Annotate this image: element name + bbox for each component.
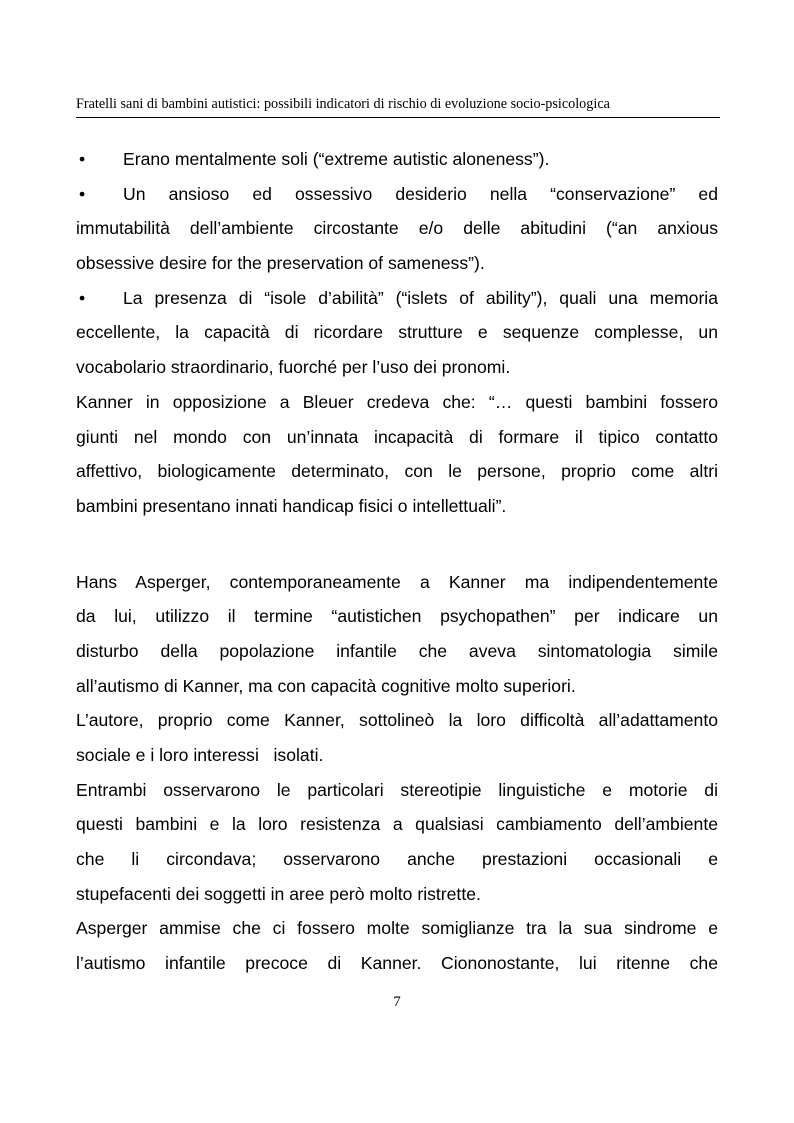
bullet-icon: •	[79, 149, 86, 169]
bullet-icon: •	[79, 183, 86, 204]
text-line: Kanner in opposizione a Bleuer credeva che: “… questi bambini fossero	[76, 391, 718, 412]
paragraph	[76, 911, 718, 980]
text-line: bambini presentano innati handicap fisici o intellettuali”.	[76, 495, 507, 516]
paragraph	[76, 703, 718, 772]
paragraph	[76, 773, 718, 912]
page-number: 7	[393, 994, 401, 1010]
paragraph-spacer	[76, 524, 718, 565]
text-line: Hans Asperger, contemporaneamente a Kanner ma indipendentemente	[76, 571, 718, 592]
text-line: Un ansioso ed ossessivo desiderio nella “conservazione” ed	[123, 183, 718, 204]
bullet-item	[76, 177, 718, 212]
bullet-item	[76, 142, 718, 177]
text-line: eccellente, la capacità di ricordare strutture e sequenze complesse, un	[76, 322, 718, 343]
text-line: Erano mentalmente soli (“extreme autistic aloneness”).	[123, 149, 550, 169]
text-line: da lui, utilizzo il termine “autistichen psychopathen” per indicare un	[76, 606, 718, 627]
running-header: Fratelli sani di bambini autistici: possibili indicatori di rischio di evoluzione socio-psicologica	[76, 96, 610, 112]
text-line: immutabilità dell’ambiente circostante e/o delle abitudini (“an anxious	[76, 218, 718, 239]
text-line: obsessive desire for the preservation of sameness”).	[76, 253, 485, 274]
text-line: L’autore, proprio come Kanner, sottolineò la loro difficoltà all’adattamento	[76, 710, 718, 731]
paragraph	[76, 565, 718, 704]
header-rule	[76, 117, 720, 118]
text-line: l’autismo infantile precoce di Kanner. Ciononostante, lui ritenne che	[76, 953, 718, 974]
text-line: affettivo, biologicamente determinato, con le persone, proprio come altri	[76, 461, 718, 482]
text-line: disturbo della popolazione infantile che aveva sintomatologia simile	[76, 640, 718, 661]
text-line: giunti nel mondo con un’innata incapacità di formare il tipico contatto	[76, 426, 718, 447]
text-line: stupefacenti dei soggetti in aree però molto ristrette.	[76, 883, 481, 904]
text-line: all’autismo di Kanner, ma con capacità cognitive molto superiori.	[76, 675, 576, 696]
text-line: vocabolario straordinario, fuorché per l’uso dei pronomi.	[76, 357, 511, 378]
text-line: Asperger ammise che ci fossero molte somiglianze tra la sua sindrome e	[76, 918, 718, 939]
bullet-icon: •	[79, 287, 86, 308]
text-line: che li circondava; osservarono anche prestazioni occasionali e	[76, 849, 718, 870]
text-line: La presenza di “isole d’abilità” (“islets of ability”), quali una memoria	[123, 287, 718, 308]
text-line: sociale e i loro interessi isolati.	[76, 745, 324, 765]
paragraph	[76, 385, 718, 524]
bullet-item	[76, 281, 718, 316]
text-line: questi bambini e la loro resistenza a qualsiasi cambiamento dell’ambiente	[76, 814, 718, 835]
page-body	[76, 142, 718, 981]
text-line: Entrambi osservarono le particolari stereotipie linguistiche e motorie di	[76, 779, 718, 800]
